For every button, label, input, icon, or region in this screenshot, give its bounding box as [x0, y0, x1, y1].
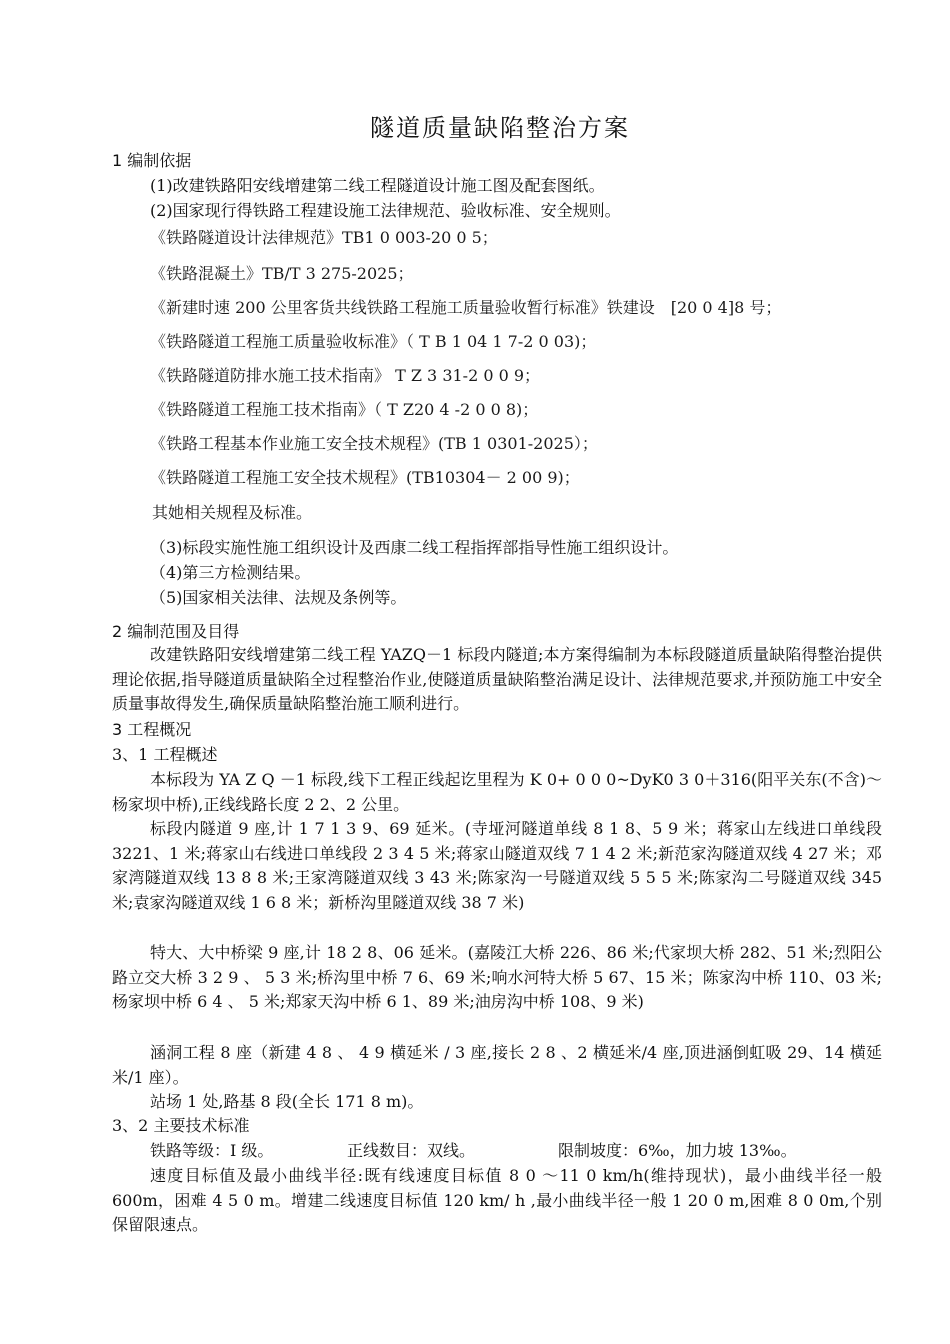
- section-3-2-para-speed: 速度目标值及最小曲线半径:既有线速度目标值 8 0 ～11 0 km/h(维持现状)，最小曲线半径一般 600m，困难 4 5 0 m。增建二线速度目标值 120 km/ h ,最小曲线半径一般 1 20 0 m,困难 8 0 0m,个别保留限速点。: [112, 1166, 882, 1235]
- standard-ref-1: 《铁路隧道设计法律规范》TB1 0 003-20 0 5；: [150, 228, 498, 247]
- section-3-1-para-4: 涵洞工程 8 座（新建 4 8 、 4 9 横延米 / 3 座,接长 2 8 、2 横延米/4 座,顶进涵倒虹吸 29、14 横延米/1 座）。: [112, 1043, 882, 1087]
- basis-item-3: （3)标段实施性施工组织设计及西康二线工程指挥部指导性施工组织设计。: [150, 538, 679, 557]
- section-3-1-para-3: 特大、大中桥梁 9 座,计 18 2 8、06 延米。(嘉陵江大桥 226、86 米;代家坝大桥 282、51 米;烈阳公路立交大桥 3 2 9 、 5 3 米;桥沟里中桥 7 6、69 米;响水河特大桥 5 67、15 米；陈家沟中桥 110、03 米;杨家坝中桥 6 4 、 5 米;郑家天沟中桥 6 1、89 米;油房沟中桥 108、9 米): [112, 943, 882, 1012]
- standard-ref-4: 《铁路隧道工程施工质量验收标准》（ T B 1 04 1 7-2 0 03)；: [150, 332, 597, 351]
- document-title: 隧道质量缺陷整治方案: [370, 114, 630, 142]
- basis-item-5: （5)国家相关法律、法规及条例等。: [150, 588, 407, 607]
- section-3-1-para-2: 标段内隧道 9 座,计 1 7 1 3 9、69 延米。(寺垭河隧道单线 8 1 8、5 9 米；蒋家山左线进口单线段 3221、1 米;蒋家山右线进口单线段 2 3 4 5 米;蒋家山隧道双线 7 1 4 2 米;新范家沟隧道双线 4 27 米；邓家湾隧道双线 13 8 8 米;王家湾隧道双线 3 43 米;陈家沟一号隧道双线 5 5 5 米;陈家沟二号隧道双线 345 米;袁家沟隧道双线 1 6 8 米；新桥沟里隧道双线 38 7 米): [112, 819, 882, 912]
- standard-ref-6: 《铁路隧道工程施工技术指南》（ T Z20 4 -2 0 0 8)；: [150, 400, 539, 419]
- standard-ruling-grade: 限制坡度：6‰，加力坡 13‰。: [558, 1141, 797, 1160]
- subsection-3-1-heading: 3、1 工程概述: [112, 745, 218, 764]
- standard-ref-3: 《新建时速 200 公里客货共线铁路工程施工质量验收暂行标准》铁建设 [20 0 4]8 号；: [150, 298, 782, 317]
- standard-railway-grade: 铁路等级：Ⅰ 级。: [150, 1141, 274, 1160]
- section-3-1-para-1: 本标段为 YA Z Q －1 标段,线下工程正线起讫里程为 K 0+ 0 0 0~DyK0 3 0＋316(阳平关东(不含)～杨家坝中桥),正线线路长度 2 2、2 公里。: [112, 770, 882, 814]
- standard-mainline-count: 正线数目：双线。: [347, 1141, 476, 1160]
- standard-ref-other: 其她相关规程及标准。: [152, 503, 313, 522]
- section-3-heading: 3 工程概况: [112, 720, 192, 739]
- section-1-heading: 1 编制依据: [112, 151, 192, 170]
- standard-ref-8: 《铁路隧道工程施工安全技术规程》(TB10304－ 2 00 9)；: [150, 468, 580, 487]
- basis-item-4: （4)第三方检测结果。: [150, 563, 311, 582]
- section-2-body: 改建铁路阳安线增建第二线工程 YAZQ－1 标段内隧道;本方案得编制为本标段隧道质量缺陷得整治提供理论依据,指导隧道质量缺陷全过程整治作业,使隧道质量缺陷整治满足设计、法律规范要求,并预防施工中安全质量事故得发生,确保质量缺陷整治施工顺利进行。: [112, 645, 882, 714]
- standard-ref-2: 《铁路混凝土》TB/T 3 275-2025；: [150, 264, 414, 283]
- basis-item-1: (1)改建铁路阳安线增建第二线工程隧道设计施工图及配套图纸。: [150, 176, 605, 195]
- section-3-1-para-5: 站场 1 处,路基 8 段(全长 171 8 m)。: [150, 1092, 424, 1111]
- standard-ref-7: 《铁路工程基本作业施工安全技术规程》(TB 1 0301-2025）；: [150, 434, 598, 453]
- section-2-heading: 2 编制范围及目得: [112, 622, 240, 641]
- standard-ref-5: 《铁路隧道防排水施工技术指南》 T Z 3 31-2 0 0 9；: [150, 366, 541, 385]
- subsection-3-2-heading: 3、2 主要技术标准: [112, 1116, 250, 1135]
- basis-item-2: (2)国家现行得铁路工程建设施工法律规范、验收标准、安全规则。: [150, 201, 621, 220]
